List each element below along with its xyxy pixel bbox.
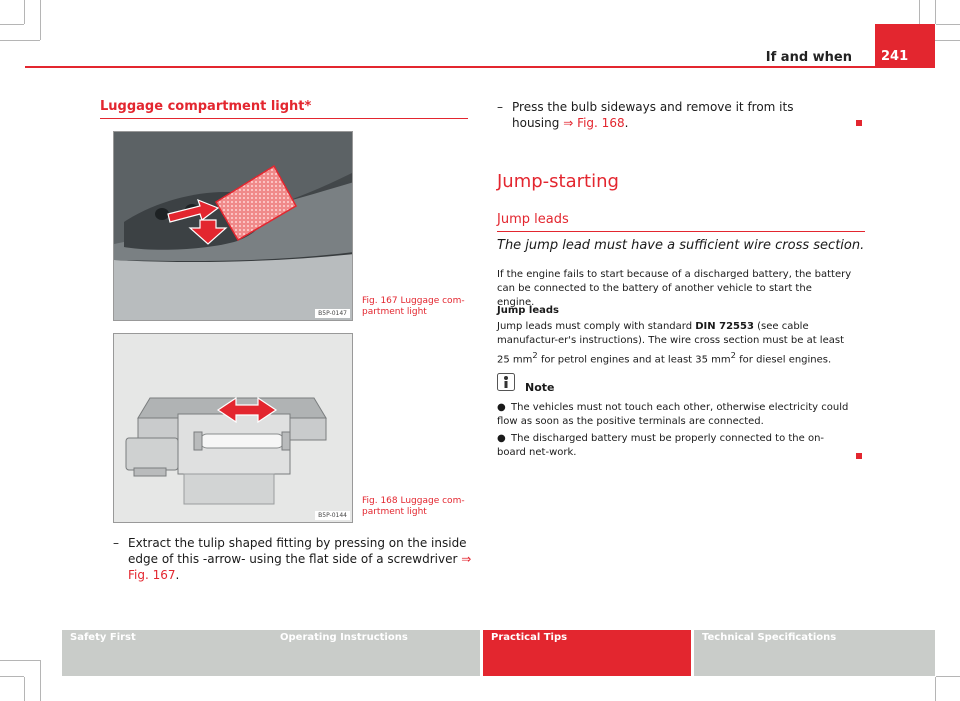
step-end: .: [624, 116, 629, 130]
bullet-glyph: ●: [497, 402, 506, 413]
crop-mark: [24, 0, 25, 24]
para-text: (see cable manufactur-er's instructions). The wire cross section must be at least 25 mm: [497, 321, 844, 366]
figure-code: B5P-0144: [315, 511, 350, 520]
tab-practical-tips[interactable]: Practical Tips: [483, 630, 691, 676]
step-end: .: [175, 568, 180, 582]
figure-caption: Fig. 167 Luggage com-partment light: [362, 296, 465, 317]
step-text-wrapper: [497, 99, 842, 131]
body-paragraph: [497, 320, 852, 367]
step-text-wrapper: [113, 535, 473, 583]
section-title: Luggage compartment light*: [100, 99, 312, 114]
section-end-marker: [856, 453, 862, 459]
subheading-rule: [497, 231, 865, 232]
tab-technical-specifications[interactable]: Technical Specifications: [694, 630, 935, 676]
page-number: 241: [881, 49, 909, 64]
bulb-housing-photo: [114, 334, 353, 523]
paragraph-title: Jump leads: [497, 305, 559, 316]
luggage-light-photo: [114, 132, 353, 321]
note-label: Note: [525, 381, 555, 394]
page-number-box: [875, 24, 935, 68]
tab-safety-first[interactable]: Safety First: [62, 630, 297, 676]
figure-reference-link[interactable]: ⇒ Fig. 168: [563, 116, 625, 130]
figure-caption: Fig. 168 Luggage com-partment light: [362, 496, 465, 517]
figure-168: [113, 333, 353, 523]
superscript: 2: [532, 350, 538, 360]
bullet-text: The discharged battery must be properly connected to the on-board net-work.: [497, 433, 825, 458]
crop-mark: [24, 677, 25, 701]
figure-reference-link[interactable]: ⇒ Fig. 167: [128, 552, 472, 582]
superscript: 2: [730, 350, 736, 360]
para-text: Jump leads must comply with standard: [497, 321, 696, 332]
step-text: Press the bulb sideways and remove it from its housing: [512, 100, 794, 130]
subheading: Jump leads: [497, 212, 569, 227]
crop-mark: [0, 40, 40, 41]
crop-mark: [40, 0, 41, 40]
header-rule: [25, 66, 875, 68]
crop-mark: [936, 24, 960, 25]
body-paragraph: If the engine fails to start because of a discharged battery, the battery can be connected to the battery of another vehicle to start the engine.: [497, 269, 852, 308]
list-item: [497, 401, 852, 429]
step-dash: –: [497, 100, 503, 114]
bullet-text: The vehicles must not touch each other, otherwise electricity could flow as soon as the positive terminals are connected.: [497, 402, 849, 427]
crop-mark: [936, 676, 960, 677]
figure-167: [113, 131, 353, 321]
lead-text: The jump lead must have a sufficient wire cross section.: [497, 238, 865, 253]
step-text: Extract the tulip shaped fitting by pressing on the inside edge of this -arrow- using the flat side of a screwdriver: [128, 536, 467, 566]
instruction-step: [497, 99, 842, 131]
list-item: [497, 432, 852, 460]
crop-mark: [935, 677, 936, 701]
running-header-title: If and when: [765, 50, 852, 65]
footer-tabs: [25, 630, 935, 676]
para-text: for petrol engines and at least 35 mm: [537, 354, 731, 366]
section-rule: [100, 118, 468, 119]
figure-code: B5P-0147: [315, 309, 350, 318]
bullet-glyph: ●: [497, 433, 506, 444]
standard-code: DIN 72553: [695, 321, 754, 332]
section-end-marker: [856, 120, 862, 126]
crop-mark: [935, 0, 936, 24]
para-text: for diesel engines.: [735, 354, 832, 366]
chapter-heading: Jump-starting: [497, 171, 619, 192]
crop-mark: [0, 24, 24, 25]
tab-operating-instructions[interactable]: Operating Instructions: [272, 630, 480, 676]
step-dash: –: [113, 536, 119, 550]
info-icon: [497, 373, 515, 391]
instruction-step: [113, 535, 473, 583]
crop-mark: [0, 676, 24, 677]
